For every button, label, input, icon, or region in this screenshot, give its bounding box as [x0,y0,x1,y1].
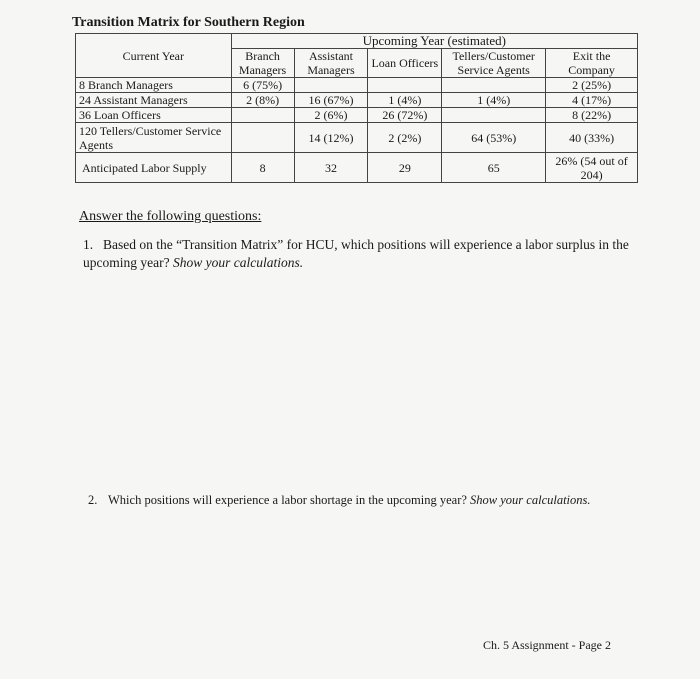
supply-teller: 65 [442,153,546,183]
question-1 [83,236,643,272]
cell-exit: 40 (33%) [546,123,638,153]
header-upcoming-year: Upcoming Year (estimated) [231,34,637,49]
supply-loan: 29 [368,153,442,183]
cell-assistant: 16 (67%) [294,93,368,108]
table-header-row-2 [76,49,638,78]
cell-loan [368,78,442,93]
row-label: 8 Branch Managers [76,78,232,93]
cell-branch: 6 (75%) [231,78,294,93]
table-header-row-1 [76,34,638,49]
supply-assistant: 32 [294,153,368,183]
table-row [76,93,638,108]
table-row [76,123,638,153]
instructions-heading: Answer the following questions: [79,209,262,224]
cell-assistant: 14 (12%) [294,123,368,153]
cell-teller: 64 (53%) [442,123,546,153]
header-exit: Exit the Company [546,49,638,78]
question-1-emphasis: Show your calculations. [172,255,304,270]
page-title: Transition Matrix for Southern Region [72,15,305,30]
question-2 [88,492,628,509]
cell-loan: 2 (2%) [368,123,442,153]
cell-exit: 8 (22%) [546,108,638,123]
table-row-supply [76,153,638,183]
supply-exit: 26% (54 out of 204) [546,153,638,183]
cell-branch: 2 (8%) [231,93,294,108]
header-assistant-managers: Assistant Managers [294,49,368,78]
cell-teller [442,108,546,123]
row-label: 120 Tellers/Customer Service Agents [76,123,232,153]
cell-assistant: 2 (6%) [294,108,368,123]
cell-loan: 26 (72%) [368,108,442,123]
cell-teller: 1 (4%) [442,93,546,108]
cell-exit: 4 (17%) [546,93,638,108]
cell-branch [231,108,294,123]
header-tellers: Tellers/Customer Service Agents [442,49,546,78]
cell-loan: 1 (4%) [368,93,442,108]
cell-exit: 2 (25%) [546,78,638,93]
header-current-year: Current Year [76,49,232,78]
page-footer: Ch. 5 Assignment - Page 2 [483,638,611,652]
supply-label: Anticipated Labor Supply [76,153,232,183]
question-2-text: Which positions will experience a labor shortage in the upcoming year? [108,493,467,507]
table-row [76,78,638,93]
question-1-text: Based on the “Transition Matrix” for HCU, which positions will experience a labor surplus in the upcoming year? [83,237,629,270]
question-1-number: 1. [83,237,94,252]
supply-branch: 8 [231,153,294,183]
row-label: 36 Loan Officers [76,108,232,123]
cell-assistant [294,78,368,93]
question-2-number: 2. [88,493,98,507]
cell-teller [442,78,546,93]
question-2-emphasis: Show your calculations. [470,493,591,507]
cell-branch [231,123,294,153]
header-branch-managers: Branch Managers [231,49,294,78]
header-loan-officers: Loan Officers [368,49,442,78]
header-current-year-cell [76,34,232,49]
row-label: 24 Assistant Managers [76,93,232,108]
table-row [76,108,638,123]
transition-matrix-table [75,33,638,183]
